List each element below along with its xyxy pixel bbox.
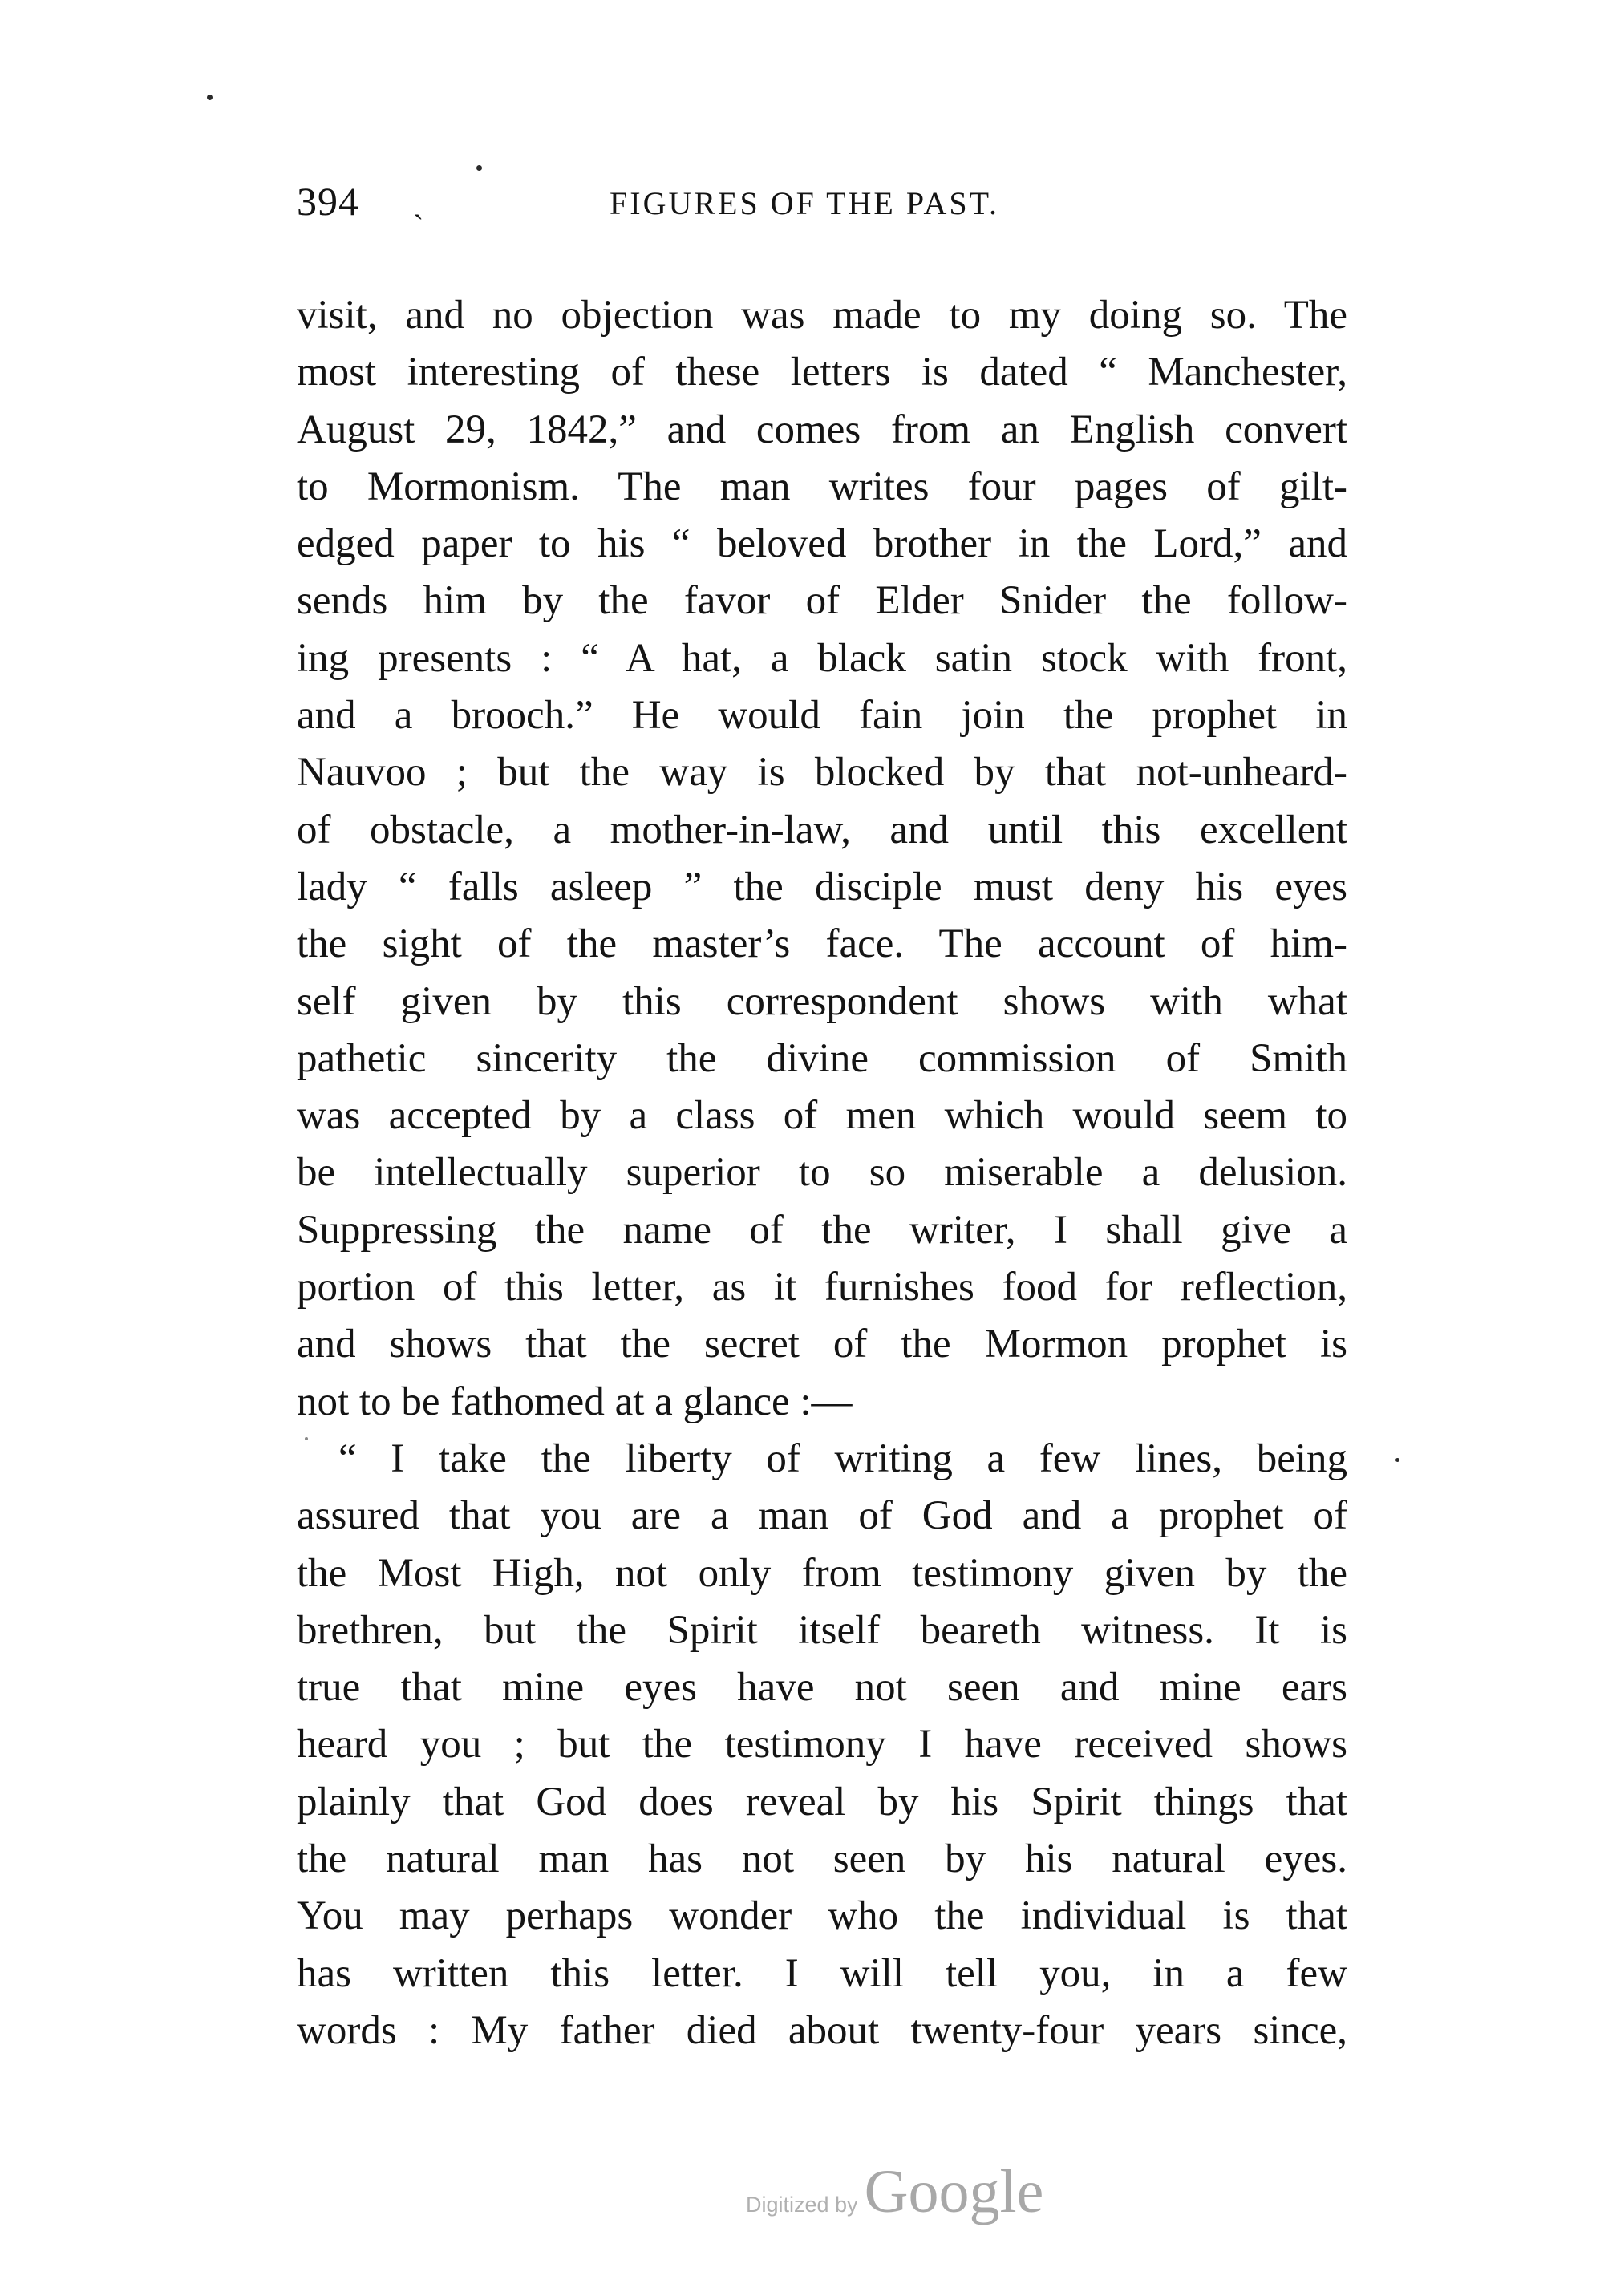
text-line: not to be fathomed at a glance :— (297, 1379, 853, 1424)
running-head (297, 178, 1347, 242)
text-line: portion of this letter, as it furnishes food for reflection, (297, 1265, 1347, 1310)
stray-dot (207, 95, 213, 100)
stray-dot (476, 165, 482, 171)
text-line: heard you ; but the testimony I have received shows (297, 1722, 1347, 1768)
text-line: August 29, 1842,” and comes from an English convert (297, 407, 1347, 452)
page-number: 394 (297, 179, 359, 224)
text-line: the natural man has not seen by his natural eyes. (297, 1836, 1347, 1882)
text-line: of obstacle, a mother-in-law, and until this excellent (297, 807, 1347, 852)
running-title: FIGURES OF THE PAST. (610, 185, 1000, 221)
text-line: Nauvoo ; but the way is blocked by that not-unheard- (297, 750, 1347, 796)
text-line: You may perhaps wonder who the individual is that (297, 1893, 1347, 1939)
text-line: lady “ falls asleep ” the disciple must deny his eyes (297, 864, 1347, 909)
text-line: sends him by the favor of Elder Snider the follow- (297, 578, 1347, 624)
stray-dot (1395, 1458, 1399, 1462)
text-line: has written this letter. I will tell you, in a few (297, 1950, 1347, 1996)
text-line: self given by this correspondent shows with what (297, 978, 1347, 1024)
body-text (297, 287, 1347, 2059)
text-line: “ I take the liberty of writing a few lines, being (338, 1436, 1347, 1481)
header-mark: ˎ (413, 184, 424, 220)
text-line: pathetic sincerity the divine commission of Smith (297, 1035, 1347, 1081)
text-line: edged paper to his “ beloved brother in the Lord,” and (297, 521, 1347, 567)
text-line: and a brooch.” He would fain join the prophet in (297, 693, 1347, 739)
text-line: brethren, but the Spirit itself beareth witness. It is (297, 1607, 1347, 1653)
text-line: was accepted by a class of men which would seem to (297, 1093, 1347, 1139)
text-line: the sight of the master’s face. The account of him- (297, 921, 1347, 967)
text-line: ing presents : “ A hat, a black satin stock with front, (297, 635, 1347, 681)
text-line: true that mine eyes have not seen and mine ears (297, 1665, 1347, 1711)
text-line: most interesting of these letters is dated “ Manchester, (297, 350, 1347, 395)
text-line: plainly that God does reveal by his Spirit things that (297, 1779, 1347, 1824)
watermark-prefix: Digitized by (746, 2193, 858, 2217)
digitized-by-watermark (746, 2157, 1044, 2225)
text-line: the Most High, not only from testimony given by the (297, 1550, 1347, 1596)
text-line: words : My father died about twenty-four years since, (297, 2007, 1347, 2053)
text-line: assured that you are a man of God and a prophet of (297, 1493, 1347, 1539)
text-line: be intellectually superior to so miserable a delusion. (297, 1150, 1347, 1196)
google-logo: Google (864, 2158, 1044, 2225)
text-line: Suppressing the name of the writer, I shall give a (297, 1207, 1347, 1253)
text-line: and shows that the secret of the Mormon prophet is (297, 1322, 1347, 1367)
text-line: to Mormonism. The man writes four pages of gilt- (297, 464, 1347, 509)
text-line: visit, and no objection was made to my doing so. The (297, 293, 1347, 338)
